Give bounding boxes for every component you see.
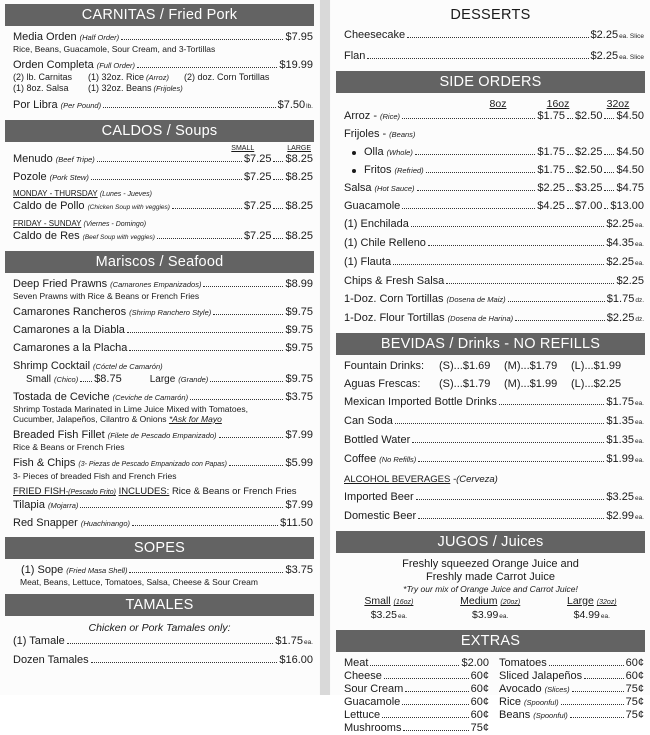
jugos-line1: Freshly squeezed Orange Juice and (402, 558, 579, 570)
orden-completa-item: Orden Completa (Full Order) $19.99 (13, 59, 313, 71)
juice-medium: Medium (20oz) $3.99ea. (460, 595, 521, 621)
orden-completa-line1: (2) lb. Carnitas (1) 32oz. Rice (Arroz) (2) doz. Corn Tortillas (13, 72, 270, 82)
bullet-icon (352, 169, 356, 173)
tamale-item: (1) Tamale $1.75 ea. (13, 635, 313, 647)
cheesecake-item: Cheesecake $2.25 ea. Slice (344, 29, 644, 41)
extras-header: EXTRAS (336, 630, 645, 652)
extras-list (331, 657, 650, 735)
arroz-item: Arroz - (Rice) $1.75 $2.50 $4.50 (344, 110, 644, 122)
olla-item: Olla (Whole) $1.75 $2.25 $4.50 (331, 146, 650, 159)
cocktail-item: Shrimp Cocktail (Cóctel de Camarón) (13, 360, 163, 372)
bottled-water-item: Bottled Water $1.35 ea. (344, 434, 644, 446)
mon-thu-label: MONDAY - THURSDAY (Lunes - Jueves) (13, 189, 152, 198)
tilapia-item: Tilapia (Mojarra) $7.99 (13, 499, 313, 511)
aguas-item: Aguas Frescas: (S)...$1.79 (M)...$1.99 (L)...$2.25 (344, 378, 622, 390)
extra-item: Sliced Jalapeños 60¢ (499, 670, 644, 682)
orden-completa-line2: (1) 8oz. Salsa (1) 32oz. Beans (Frijoles) (13, 83, 183, 93)
fish-chips-item: Fish & Chips (3- Piezas de Pescado Empanizado con Papas) $5.99 (13, 457, 313, 469)
extra-item: Lettuce 60¢ (344, 709, 489, 721)
fillet-item: Breaded Fish Fillet (Filete de Pescado Empanizado) $7.99 (13, 429, 313, 441)
caldo-pollo-item: Caldo de Pollo (Chicken Soup with veggies) $7.25 $8.25 (13, 200, 313, 212)
column-divider (320, 0, 330, 695)
left-column (0, 0, 319, 695)
extra-item: Tomatoes 60¢ (499, 657, 644, 669)
fountain-item: Fountain Drinks: (S)...$1.69 (M)...$1.79 (L)...$1.99 (344, 360, 622, 372)
juice-small: Small (16oz) $3.25ea. (364, 595, 414, 621)
can-soda-item: Can Soda $1.35 ea. (344, 415, 644, 427)
jugos-note: *Try our mix of Orange Juice and Carrot Juice! (403, 584, 578, 594)
extra-item: Mushrooms 75¢ (344, 722, 489, 734)
juice-large: Large (32oz) $4.99ea. (566, 595, 617, 621)
side-orders-header: SIDE ORDERS (336, 71, 645, 93)
menudo-item: Menudo (Beef Tripe) $7.25 $8.25 (13, 153, 313, 165)
mexican-bottle-item: Mexican Imported Bottle Drinks $1.75 ea. (344, 396, 644, 408)
extra-item: Sour Cream 60¢ (344, 683, 489, 695)
imported-beer-item: Imported Beer $3.25 ea. (344, 491, 644, 503)
carnitas-header: CARNITAS / Fried Pork (5, 4, 314, 26)
sope-desc: Meat, Beans, Lettuce, Tomatoes, Salsa, Cheese & Sour Cream (20, 577, 258, 587)
juice-sizes (331, 595, 650, 623)
domestic-beer-item: Domestic Beer $2.99 ea. (344, 510, 644, 522)
ceviche-item: Tostada de Ceviche (Ceviche de Camarón) $3.75 (13, 391, 313, 403)
fri-sun-label: FRIDAY - SUNDAY (Viernes - Domingo) (13, 219, 147, 228)
alcohol-label: ALCOHOL BEVERAGES -(Cerveza) (344, 474, 498, 485)
extra-item: Meat $2.00 (344, 657, 489, 669)
flour-tortillas-item: 1-Doz. Flour Tortillas (Dosena de Harina) $2.25 dz. (344, 312, 644, 324)
extra-item: Rice (Spoonful) 75¢ (499, 696, 644, 708)
sopes-header: SOPES (5, 537, 314, 559)
extras-left (344, 657, 499, 735)
prawns-desc: Seven Prawns with Rice & Beans or French Fries (13, 291, 200, 301)
corn-tortillas-item: 1-Doz. Corn Tortillas (Dosena de Maiz) $1.75 dz. (344, 293, 644, 305)
mariscos-header: Mariscos / Seafood (5, 251, 314, 273)
side-size-head: 8oz 16oz 32oz (489, 98, 630, 110)
fried-fish-label: FRIED FISH-(Pescado Frito) INCLUDES: Rice & Beans or French Fries (13, 486, 297, 497)
desserts-header: DESSERTS (450, 7, 531, 23)
sope-item: (1) Sope (Fried Masa Shell) $3.75 (21, 564, 313, 576)
coffee-item: Coffee (No Refills) $1.99 ea. (344, 453, 644, 465)
tamales-note: Chicken or Pork Tamales only: (88, 622, 231, 634)
tamales-header: TAMALES (5, 594, 314, 616)
dozen-tamales-item: Dozen Tamales $16.00 (13, 654, 313, 666)
pozole-item: Pozole (Pork Stew) $7.25 $8.25 (13, 171, 313, 183)
extra-item: Guacamole 60¢ (344, 696, 489, 708)
jugos-header: JUGOS / Juices (336, 531, 645, 553)
fillet-desc: Rice & Beans or French Fries (13, 442, 125, 452)
right-column (331, 0, 650, 734)
snapper-item: Red Snapper (Huachinango) $11.50 (13, 517, 313, 529)
ceviche-desc2: Cucumber, Jalapeños, Cilantro & Onions *Ask for Mayo (13, 414, 222, 424)
flan-item: Flan $2.25 ea. Slice (344, 50, 644, 62)
ceviche-desc1: Shrimp Tostada Marinated in Lime Juice Mixed with Tomatoes, (13, 404, 248, 414)
diabla-item: Camarones a la Diabla $9.75 (13, 324, 313, 336)
enchilada-item: (1) Enchilada $2.25 ea. (344, 218, 644, 230)
media-orden-desc: Rice, Beans, Guacamole, Sour Cream, and 3-Tortillas (13, 44, 216, 54)
extra-item: Beans (Spoonful) 75¢ (499, 709, 644, 721)
prawns-item: Deep Fried Prawns (Camarones Empanizados) $8.99 (13, 278, 313, 290)
caldos-header: CALDOS / Soups (5, 120, 314, 142)
cocktail-sizes: Small (Chico) $8.75 Large (Grande) $9.75 (26, 373, 313, 385)
fritos-item: Fritos (Refried) $1.75 $2.50 $4.50 (331, 164, 650, 177)
bebidas-header: BEVIDAS / Drinks - NO REFILLS (336, 333, 645, 355)
caldos-size-head: SMALL LARGE (231, 145, 311, 152)
extra-item: Avocado (Slices) 75¢ (499, 683, 644, 695)
flauta-item: (1) Flauta $2.25 ea. (344, 256, 644, 268)
extra-item: Cheese 60¢ (344, 670, 489, 682)
frijoles-item: Frijoles - (Beans) (344, 128, 416, 140)
bullet-icon (352, 151, 356, 155)
extras-right (499, 657, 644, 735)
salsa-item: Salsa (Hot Sauce) $2.25 $3.25 $4.75 (344, 182, 644, 194)
media-orden-item: Media Orden (Half Order) $7.95 (13, 31, 313, 43)
caldo-res-item: Caldo de Res (Beef Soup with veggies) $7.25 $8.25 (13, 230, 313, 242)
chips-salsa-item: Chips & Fresh Salsa $2.25 (344, 275, 644, 287)
guacamole-item: Guacamole $4.25 $7.00 $13.00 (344, 200, 644, 212)
relleno-item: (1) Chile Relleno $4.35 ea. (344, 237, 644, 249)
por-libra-item: Por Libra (Per Pound) $7.50 lb. (13, 99, 313, 111)
fish-chips-desc: 3- Pieces of breaded Fish and French Fries (13, 471, 177, 481)
jugos-line2: Freshly made Carrot Juice (426, 571, 555, 583)
placha-item: Camarones a la Placha $9.75 (13, 342, 313, 354)
rancheros-item: Camarones Rancheros (Shrimp Ranchero Style) $9.75 (13, 306, 313, 318)
